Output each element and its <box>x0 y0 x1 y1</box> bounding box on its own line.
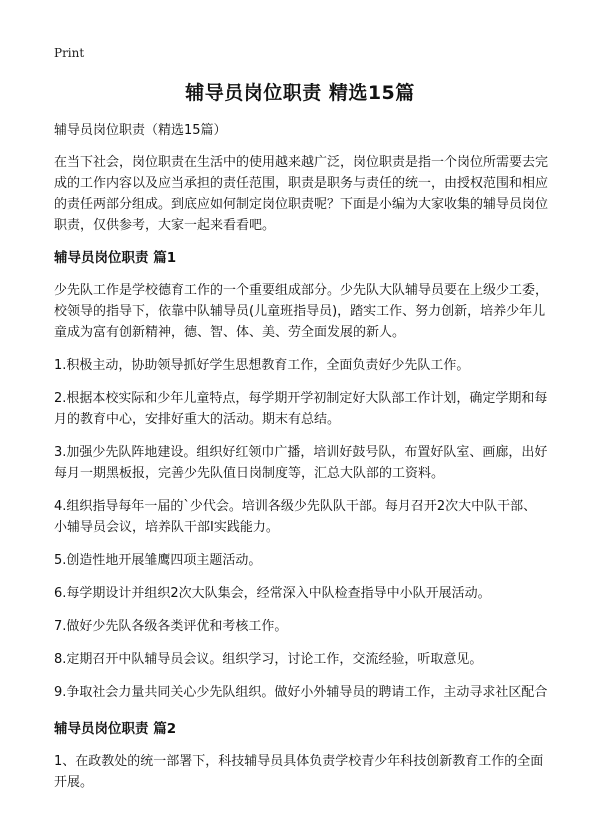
list-item: 2.根据本校实际和少年儿童特点，每学期开学初制定好大队部工作计划，确定学期和每月的教育中心，安排好重大的活动。期末有总结。 <box>54 391 548 427</box>
section-heading-2: 辅导员岗位职责 篇2 <box>54 721 177 737</box>
list-item: 9.争取社会力量共同关心少先队组织。做好小外辅导员的聘请工作，主动寻求社区配合 <box>54 685 548 700</box>
section-1-intro: 少先队工作是学校德育工作的一个重要组成部分。少先队大队辅导员要在上级少工委，校领导的指导下，依靠中队辅导员(儿童班指导员)，踏实工作、努力创新，培养少年儿童成为富有创新精神，德、智、体、美、劳全面发展的新人。 <box>54 283 549 340</box>
intro-paragraph: 在当下社会，岗位职责在生活中的使用越来越广泛，岗位职责是指一个岗位所需要去完成的工作内容以及应当承担的责任范围，职责是职务与责任的统一，由授权范围和相应的责任两部分组成。到底应如何制定岗位职责呢？下面是小编为大家收集的辅导员岗位职责，仅供参考，大家一起来看看吧。 <box>54 155 549 233</box>
print-link[interactable]: Print <box>54 46 85 60</box>
list-item: 3.加强少先队阵地建设。组织好红领巾广播，培训好鼓号队，布置好队室、画廊，出好每月一期黑板报，完善少先队值日岗制度等，汇总大队部的工资料。 <box>54 445 548 481</box>
list-item: 7.做好少先队各级各类评优和考核工作。 <box>54 619 288 634</box>
list-item: 6.每学期设计并组织2次大队集会，经常深入中队检查指导中小队开展活动。 <box>54 586 491 601</box>
list-item: 5.创造性地开展雏鹰四项主题活动。 <box>54 553 262 568</box>
section-heading-1: 辅导员岗位职责 篇1 <box>54 250 177 266</box>
article-subtitle: 辅导员岗位职责（精选15篇） <box>54 123 227 138</box>
page-title: 辅导员岗位职责 精选15篇 <box>185 82 415 104</box>
list-item: 8.定期召开中队辅导员会议。组织学习，讨论工作，交流经验，听取意见。 <box>54 652 483 667</box>
section-2-intro: 1、在政教处的统一部署下，科技辅导员具体负责学校青少年科技创新教育工作的全面开展。 <box>54 754 544 790</box>
list-item: 4.组织指导每年一届的`少代会。培训各级少先队队干部。每月召开2次大中队干部、小辅导员会议，培养队干部I实践能力。 <box>54 499 537 535</box>
list-item: 1.积极主动，协助领导抓好学生思想教育工作，全面负责好少先队工作。 <box>54 358 470 373</box>
article-body <box>54 120 548 805</box>
